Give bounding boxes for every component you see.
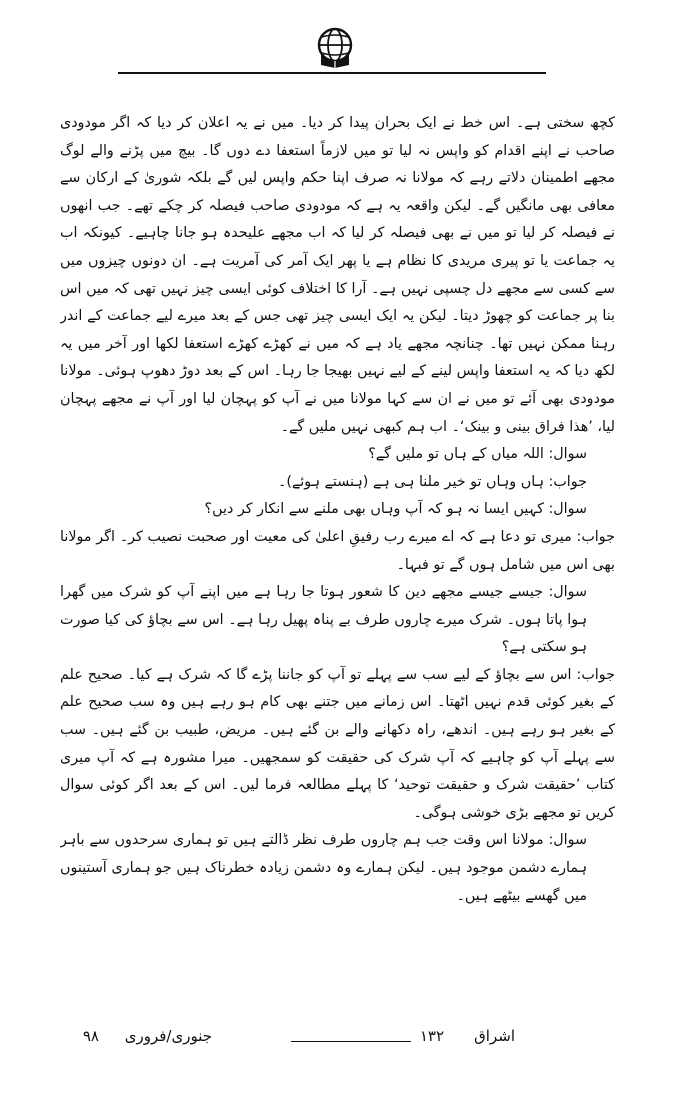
qa-text: اللہ میاں کے ہاں تو ملیں گے؟: [368, 446, 544, 463]
qa-text: اس سے بچاؤ کے لیے سب سے پہلے تو آپ کو جاننا پڑے گا کہ شرک ہے کیا۔ صحیح علم کے بغیر کوئی قدم نہیں اٹھتا۔ اس زمانے میں جتنے بھی کام ہو رہے ہیں وہ سب صحیح علم کے بغیر ہو رہے ہیں۔ اندھے، راہ دکھانے والے بن گئے ہیں۔ مریض، طبیب بن گئے ہیں۔ سب سے پہلے آپ کو چاہیے کہ آپ شرک کی حقیقت کو سمجھیں۔ میرا مشورہ ہے کہ آپ میری کتاب ’حقیقت شرک و حقیقت توحید‘ کا پہلے مطالعہ فرما لیں۔ اس کے بعد اگر کوئی سوال کریں تو مجھے بڑی خوشی ہوگی۔: [60, 666, 615, 821]
page-header: [0, 0, 677, 90]
qa-item: [60, 579, 615, 662]
qa-text: جیسے جیسے مجھے دین کا شعور ہوتا جا رہا ہے میں اپنے آپ کو شرک میں گھرا ہوا پاتا ہوں۔ شرک میرے چاروں طرف بے پناہ پھیل رہا ہے۔ اس سے بچاؤ کی کیا صورت ہو سکتی ہے؟: [60, 584, 587, 656]
qa-item: [60, 469, 615, 497]
qa-label: سوال:: [548, 584, 587, 601]
qa-item: [60, 496, 615, 524]
qa-label: سوال:: [548, 446, 587, 463]
header-rule: [118, 72, 546, 74]
qa-item: [60, 827, 615, 910]
qa-text: میری تو دعا ہے کہ اے میرے رب رفیقِ اعلیٰ کی معیت اور صحبت نصیب کر۔ اگر مولانا بھی اس میں شامل ہوں گے تو فبہا۔: [60, 528, 615, 573]
qa-item: [60, 441, 615, 469]
paragraph: کچھ سختی ہے۔ اس خط نے ایک بحران پیدا کر دیا۔ میں نے یہ اعلان کر دیا کہ اگر مودودی صاحب نے اپنے اقدام کو واپس نہ لیا تو میں لازماً استعفا دے دوں گا۔ بیچ میں پڑنے والے لوگ مجھے اطمینان دلاتے رہے کہ مولانا نہ صرف اپنا حکم واپس لیں گے بلکہ شوریٰ کے ارکان سے معافی بھی مانگیں گے۔ لیکن واقعہ یہ ہے کہ مودودی صاحب فیصلہ کر چکے تھے۔ جب انھوں نے فیصلہ کر لیا تو میں نے بھی فیصلہ کر لیا کہ اب مجھے علیحدہ ہو جانا چاہیے۔ کیونکہ اب یہ جماعت یا تو پیری مریدی کا نظام ہے یا پھر ایک آمر کی آمریت ہے۔ ان دونوں چیزوں میں سے کسی سے مجھے دل چسپی نہیں ہے۔ آرا کا اختلاف کوئی ایسی چیز نہیں تھی کہ میں اس بنا پر جماعت کو چھوڑ دیتا۔ لیکن یہ ایک ایسی چیز تھی جس کے بعد میرے لیے جماعت کے اندر رہنا ممکن نہیں تھا۔ چنانچہ مجھے یاد ہے کہ میں نے کھڑے کھڑے استعفا لکھا اور آخر میں یہ لکھ دیا کہ یہ استعفا واپس لینے کے لیے نہیں بھیجا جا رہا۔ اس کے بعد دوڑ دھوپ ہوئی۔ مولانا مودودی بھی آئے تو میں نے ان سے کہا مولانا میں نے آپ کو پہچان لیا اور آپ نے مجھے پہچان لیا، ’ھذا فراق بینی و بینک‘۔ اب ہم کبھی نہیں ملیں گے۔: [60, 115, 615, 435]
issue-year: ۹۸: [82, 1027, 99, 1045]
qa-label: جواب:: [548, 473, 587, 490]
qa-item: [60, 662, 615, 828]
page-footer: [0, 1015, 677, 1075]
article-body: [60, 110, 615, 990]
qa-text: ہاں وہاں تو خیر ملنا ہی ہے (ہنستے ہوئے)۔: [277, 473, 544, 490]
globe-book-emblem-icon: [313, 25, 357, 69]
qa-label: سوال:: [548, 832, 587, 849]
page-number: ۱۳۲: [419, 1027, 444, 1045]
qa-label: جواب:: [576, 666, 615, 683]
qa-text: کہیں ایسا نہ ہو کہ آپ وہاں بھی ملنے سے انکار کر دیں؟: [204, 501, 544, 518]
issue-months: جنوری/فروری: [124, 1027, 212, 1045]
journal-name: اشراق: [474, 1027, 515, 1045]
qa-label: جواب:: [576, 528, 615, 545]
qa-text: مولانا اس وقت جب ہم چاروں طرف نظر ڈالتے ہیں تو ہماری سرحدوں سے باہر ہمارے دشمن موجود ہیں۔ لیکن ہمارے وہ دشمن زیادہ خطرناک ہیں جو ہماری آستینوں میں گھسے بیٹھے ہیں۔: [60, 832, 587, 904]
qa-item: [60, 524, 615, 579]
qa-label: سوال:: [548, 501, 587, 518]
footer-rule: [291, 1041, 411, 1042]
